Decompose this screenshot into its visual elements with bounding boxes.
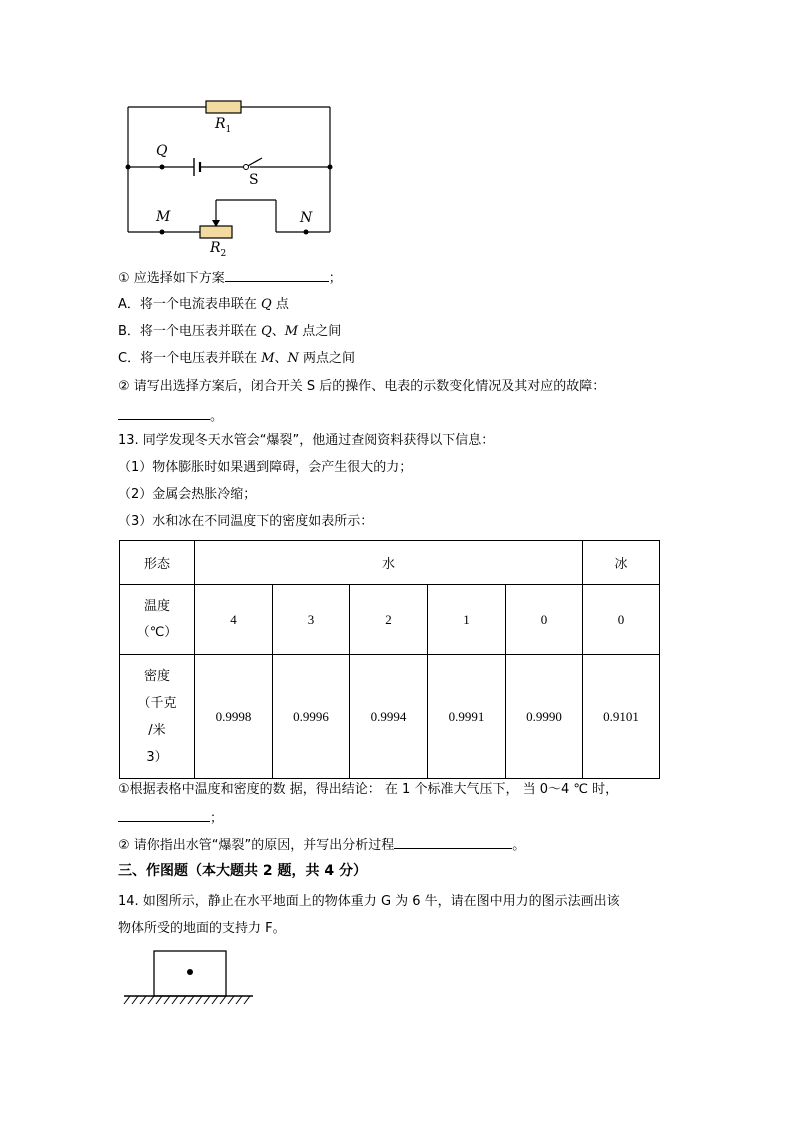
- answer-blank[interactable]: [118, 405, 210, 420]
- q13-info3: （3）水和冰在不同温度下的密度如表所示：: [118, 514, 374, 529]
- table-cell: 0: [506, 585, 583, 655]
- q13-question2: ② 请你指出水管“爆裂”的原因，并写出分析过程 。: [118, 834, 525, 856]
- table-cell: 0.9996: [273, 655, 350, 779]
- q13-intro: 13. 同学发现冬天水管会“爆裂”，他通过查阅资料获得以下信息：: [118, 433, 495, 448]
- table-cell: 3: [273, 585, 350, 655]
- table-cell: 0.9990: [506, 655, 583, 779]
- m-label: M: [156, 209, 171, 225]
- r2-label: $R_2$: [210, 240, 227, 259]
- q12-option-c: C．将一个电压表并联在 M、N 两点之间: [118, 351, 356, 366]
- table-header-temp: 温度 （℃）: [120, 585, 195, 655]
- block-on-ground-diagram: [120, 945, 260, 1007]
- table-cell: 0.9991: [428, 655, 506, 779]
- table-header-water: 水: [195, 541, 583, 585]
- q12-option-b: B．将一个电压表并联在 Q、M 点之间: [118, 324, 342, 339]
- resistor-r1: [206, 101, 241, 113]
- q-label: Q: [156, 143, 168, 159]
- table-header-density: 密度 （千克 /米 3）: [120, 655, 195, 779]
- q13-info2: （2）金属会热胀冷缩；: [118, 487, 257, 502]
- answer-blank[interactable]: [394, 834, 512, 849]
- q12-part2: ② 请写出选择方案后，闭合开关 S 后的操作、电表的示数变化情况及其对应的故障：: [118, 379, 606, 394]
- point-n: [304, 230, 309, 235]
- q13-info1: （1）物体膨胀时如果遇到障碍，会产生很大的力；: [118, 460, 413, 475]
- table-cell: 2: [350, 585, 428, 655]
- section-heading: 三、作图题（本大题共 2 题，共 4 分）: [118, 863, 367, 879]
- answer-blank[interactable]: [225, 267, 329, 282]
- r1-label: $R_1$: [215, 116, 232, 135]
- density-table: [119, 540, 660, 779]
- table-cell: 0.9101: [583, 655, 660, 779]
- table-cell: 0.9994: [350, 655, 428, 779]
- q13-question1-answer: ；: [118, 807, 223, 829]
- q14-line1: 14. 如图所示，静止在水平地面上的物体重力 G 为 6 牛，请在图中用力的图示法画出该: [118, 894, 620, 909]
- table-row: [120, 585, 660, 655]
- q13-question1: ①根据表格中温度和密度的数 据，得出结论： 在 1 个标准大气压下， 当 0～4 ℃ 时，: [118, 782, 619, 797]
- q14-line2: 物体所受的地面的支持力 F。: [118, 921, 286, 936]
- q12-part2-answer: 。: [118, 405, 223, 427]
- q12-part1: ① 应选择如下方案 ；: [118, 267, 342, 289]
- center-dot: [187, 969, 193, 975]
- resistor-r2: [200, 226, 232, 238]
- answer-blank[interactable]: [118, 807, 210, 822]
- s-label: S: [249, 172, 259, 188]
- table-row: [120, 541, 660, 585]
- table-cell: 4: [195, 585, 273, 655]
- ground-hatch: [124, 996, 250, 1004]
- table-cell: 0: [583, 585, 660, 655]
- q12-option-a: A．将一个电流表串联在 Q 点: [118, 297, 289, 312]
- n-label: N: [300, 210, 313, 226]
- table-cell: 0.9998: [195, 655, 273, 779]
- table-header-state: 形态: [120, 541, 195, 585]
- point-m: [160, 230, 165, 235]
- point-q: [160, 165, 165, 170]
- table-row: [120, 655, 660, 779]
- table-cell: 1: [428, 585, 506, 655]
- table-header-ice: 冰: [583, 541, 660, 585]
